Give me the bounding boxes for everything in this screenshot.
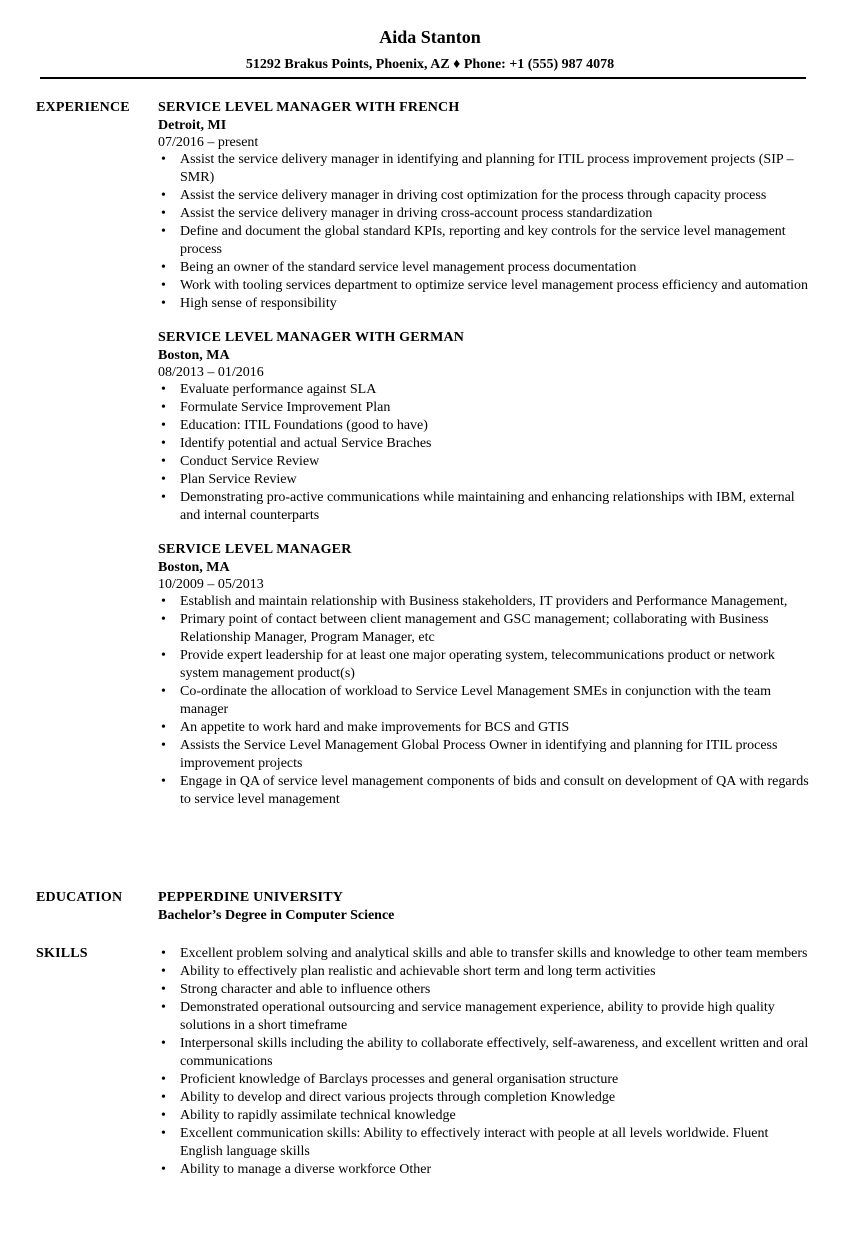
job-title: SERVICE LEVEL MANAGER WITH FRENCH (158, 100, 460, 115)
list-item: • Ability to effectively plan realistic and achievable short term and long term activities (158, 963, 814, 981)
candidate-name: Aida Stanton (379, 27, 481, 47)
list-item: • Ability to rapidly assimilate technical knowledge (158, 1107, 814, 1125)
list-item: • Establish and maintain relationship with Business stakeholders, IT providers and Performance Management, (158, 593, 814, 611)
list-item: • Assist the service delivery manager in identifying and planning for ITIL process improvement projects (SIP –SMR) (158, 151, 814, 187)
list-item: • Work with tooling services department to optimize service level management process efficiency and automation (158, 277, 814, 295)
list-item: • Proficient knowledge of Barclays processes and general organisation structure (158, 1071, 814, 1089)
job-location: Boston, MA (158, 560, 230, 575)
job-location: Detroit, MI (158, 118, 227, 133)
list-item: • Demonstrated operational outsourcing and service management experience, ability to provide high quality solutions in a short timeframe (158, 999, 814, 1035)
list-item: • Being an owner of the standard service level management process documentation (158, 259, 814, 277)
contact-line: 51292 Brakus Points, Phoenix, AZ ♦ Phone: +1 (555) 987 4078 (245, 57, 615, 72)
list-item: • Primary point of contact between client management and GSC management; collaborating with Business Relationship Manager, Program Manager, etc (158, 611, 814, 647)
list-item: • Excellent communication skills: Ability to effectively interact with people at all levels worldwide. Fluent English language skills (158, 1125, 814, 1161)
job-dates: 07/2016 – present (158, 135, 259, 150)
list-item: • Conduct Service Review (158, 453, 814, 471)
education-body (158, 889, 814, 925)
job-entry (158, 99, 814, 313)
list-item: • Provide expert leadership for at least one major operating system, telecommunications product or network system management product(s) (158, 647, 814, 683)
list-item: • High sense of responsibility (158, 295, 814, 313)
job-location: Boston, MA (158, 348, 230, 363)
skills-body (158, 945, 814, 1179)
job-title: SERVICE LEVEL MANAGER WITH GERMAN (158, 330, 465, 345)
school-name: PEPPERDINE UNIVERSITY (158, 890, 344, 905)
job-dates: 10/2009 – 05/2013 (158, 577, 264, 592)
job-dates: 08/2013 – 01/2016 (158, 365, 264, 380)
list-item: • Define and document the global standard KPIs, reporting and key controls for the service level management process (158, 223, 814, 259)
list-item: • Assist the service delivery manager in driving cost optimization for the process through capacity process (158, 187, 814, 205)
list-item: • An appetite to work hard and make improvements for BCS and GTIS (158, 719, 814, 737)
list-item: • Interpersonal skills including the ability to collaborate effectively, self-awareness, and excellent written and oral communications (158, 1035, 814, 1071)
list-item: • Strong character and able to influence others (158, 981, 814, 999)
header-divider (40, 77, 806, 79)
section-label-education: EDUCATION (36, 890, 123, 905)
list-item: • Education: ITIL Foundations (good to have) (158, 417, 814, 435)
list-item: • Engage in QA of service level management components of bids and consult on development of QA with regards to service level management (158, 773, 814, 809)
job-entry (158, 329, 814, 525)
job-bullets (158, 381, 814, 525)
list-item: • Assist the service delivery manager in driving cross-account process standardization (158, 205, 814, 223)
list-item: • Demonstrating pro-active communications while maintaining and enhancing relationships with IBM, external and internal counterparts (158, 489, 814, 525)
experience-body (158, 99, 814, 809)
list-item: • Evaluate performance against SLA (158, 381, 814, 399)
job-title: SERVICE LEVEL MANAGER (158, 542, 352, 557)
skills-list (158, 945, 814, 1179)
list-item: • Assists the Service Level Management Global Process Owner in identifying and planning for ITIL process improvement projects (158, 737, 814, 773)
job-bullets (158, 151, 814, 313)
list-item: • Ability to manage a diverse workforce Other (158, 1161, 814, 1179)
job-bullets (158, 593, 814, 809)
section-label-skills: SKILLS (36, 946, 88, 961)
section-label-experience: EXPERIENCE (36, 100, 130, 115)
list-item: • Formulate Service Improvement Plan (158, 399, 814, 417)
degree: Bachelor’s Degree in Computer Science (158, 908, 395, 923)
job-entry (158, 541, 814, 809)
list-item: • Ability to develop and direct various projects through completion Knowledge (158, 1089, 814, 1107)
list-item: • Identify potential and actual Service Braches (158, 435, 814, 453)
list-item: • Co-ordinate the allocation of workload to Service Level Management SMEs in conjunction with the team manager (158, 683, 814, 719)
list-item: • Excellent problem solving and analytical skills and able to transfer skills and knowledge to other team members (158, 945, 814, 963)
list-item: • Plan Service Review (158, 471, 814, 489)
resume-header (0, 26, 860, 74)
